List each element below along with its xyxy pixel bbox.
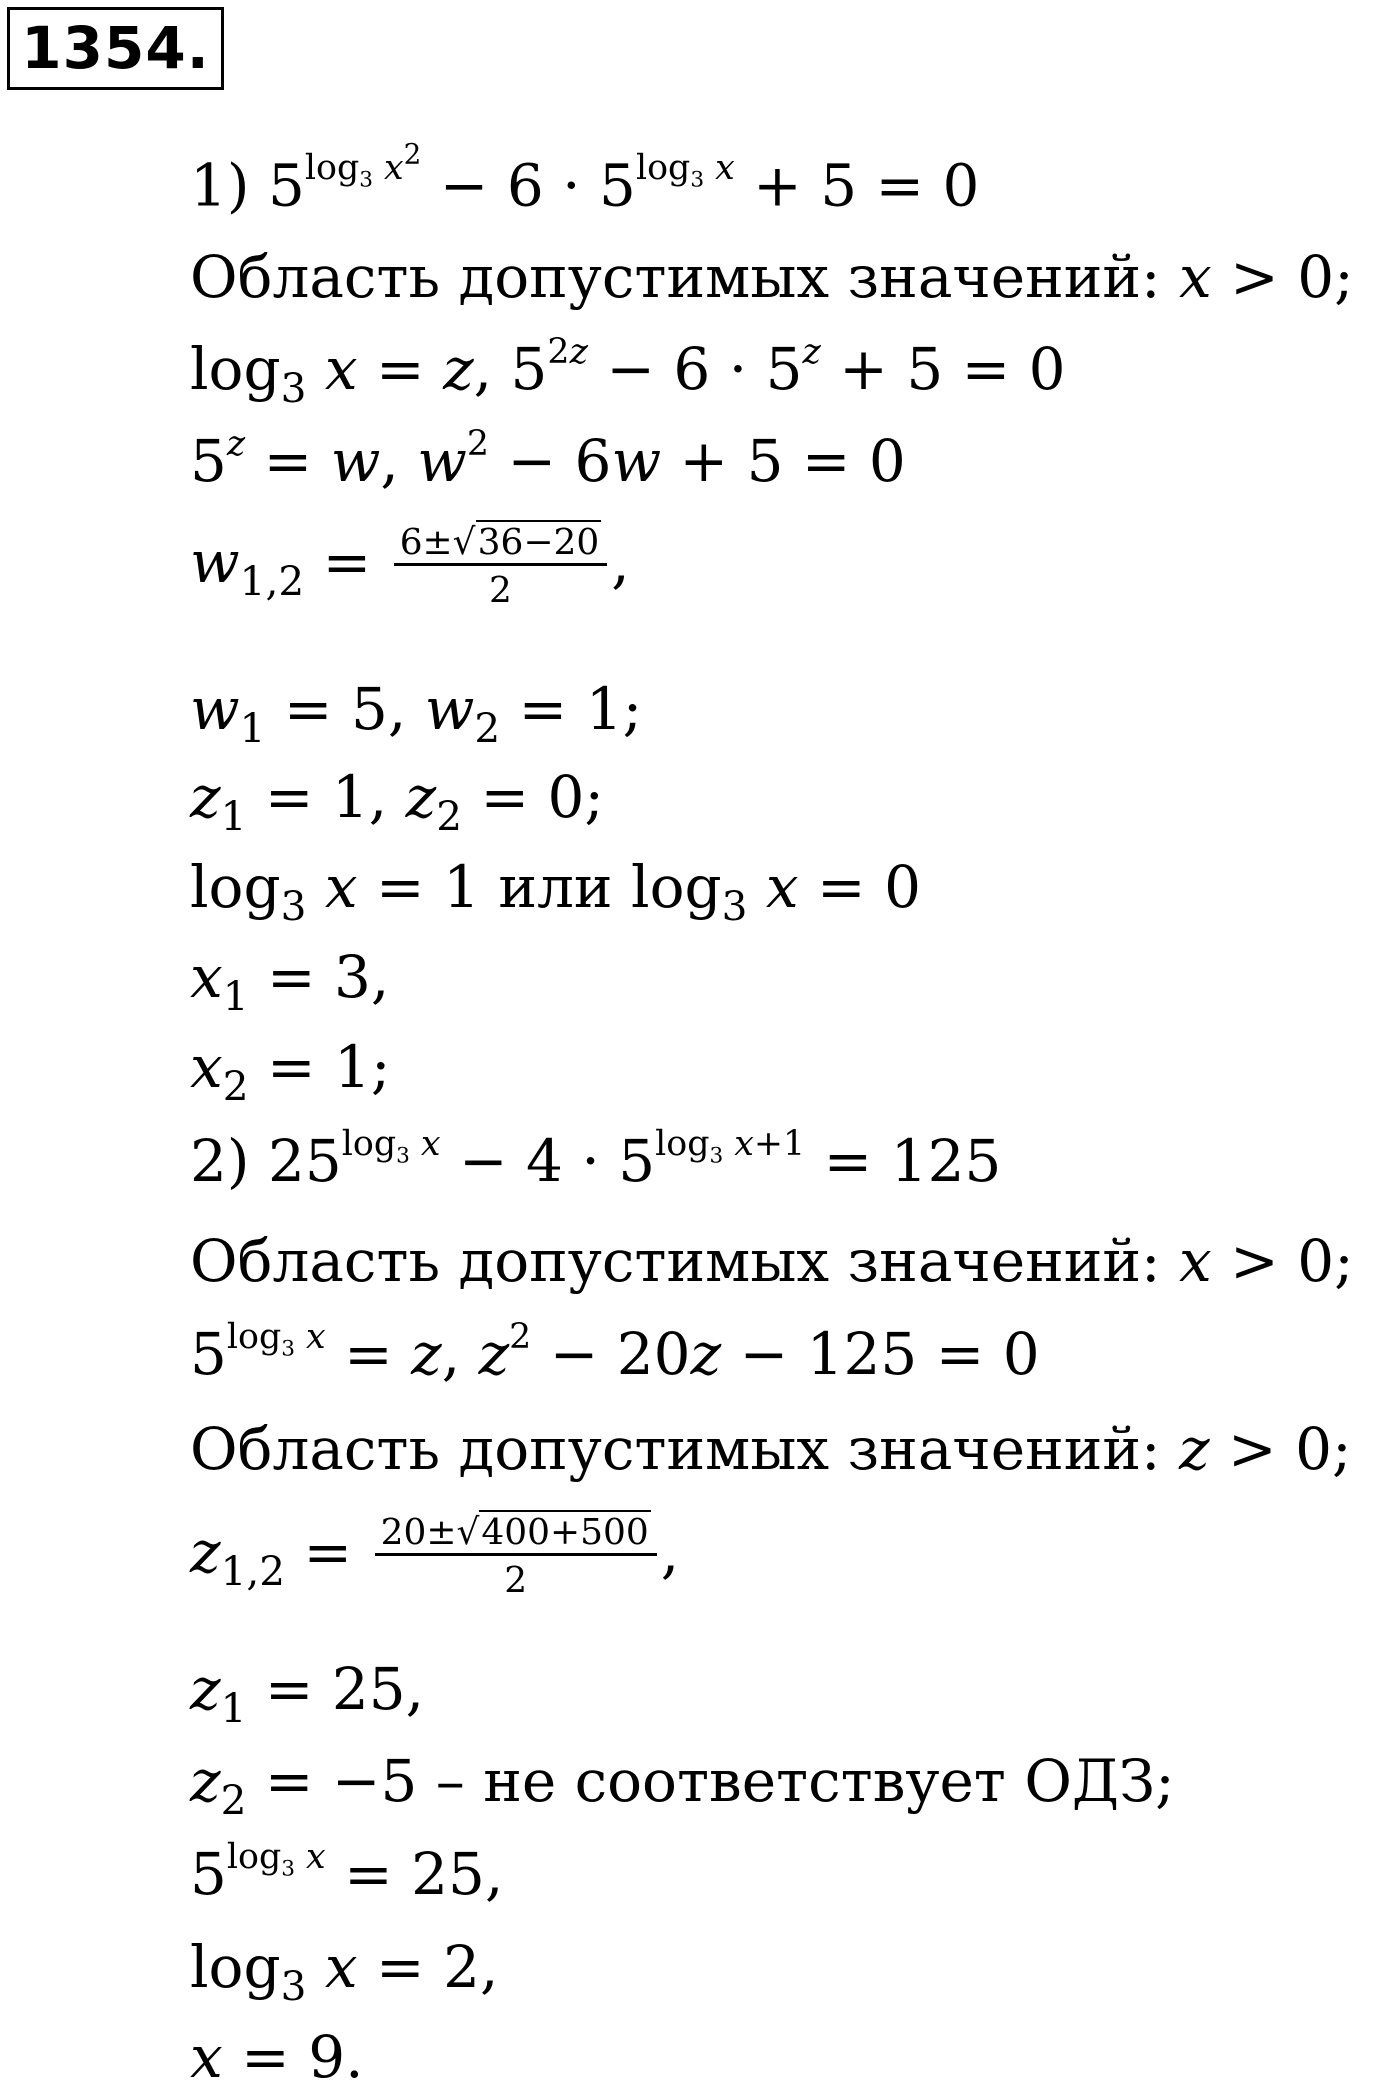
equation-2-line: 2) $25^{log_3 x} - 4 \cdot 5^{log_3 x+1} = 125$: [190, 1123, 1002, 1195]
fraction-w: $\frac{6\pm√36-20}{2}$: [394, 522, 608, 612]
substitution-w-line: $5^z = w$, $w^2 - 6w + 5 = 0$: [190, 423, 906, 495]
z1-line: $z_1 = 25$,: [190, 1655, 425, 1732]
roots-z-values-line: $z_1 = 1$, $z_2 = 0$;: [190, 763, 604, 840]
roots-w-values-line: $w_1 = 5$, $w_2 = 1$;: [190, 675, 643, 752]
domain-line-3: Область допустимых значений: z > 0;: [190, 1415, 1352, 1483]
domain-line-2: Область допустимых значений: x > 0;: [190, 1227, 1354, 1295]
problem-number: 1354.: [7, 7, 224, 90]
x1-line: $x_1 = 3$,: [190, 943, 390, 1020]
x2-line: $x_2 = 1$;: [190, 1033, 391, 1110]
substitution-z-line: $\log_3 x = z$, $5^{2z} - 6 \cdot 5^z + 5 = 0$: [190, 331, 1066, 412]
z2-line: $z_2 = -5$ – не соответствует ОДЗ;: [190, 1747, 1175, 1824]
equation-1-line: 1) $5^{log_3 x^2} - 6 \cdot 5^{log_3 x} + 5 = 0$: [190, 138, 980, 220]
fraction-z: $\frac{20\pm√400+500}{2}$: [375, 1512, 657, 1602]
domain-line-1: Область допустимых значений: x > 0;: [190, 243, 1354, 311]
log-result-line: $\log_3 x = 2$,: [190, 1933, 499, 2010]
final-answer-line: x = 9.: [190, 2023, 364, 2091]
power-eq-line: $5^{log_3 x} = 25$,: [190, 1836, 504, 1908]
roots-z2-formula-line: $z_{1,2}$ = $\frac{20\pm√400+500}{2}$ ,: [190, 1512, 680, 1602]
substitution-z2-line: $5^{log_3 x} = z$, $z^2 - 20z - 125 = 0$: [190, 1316, 1040, 1388]
log-equations-line: $\log_3 x = 1$ или $\log_3 x = 0$: [190, 853, 921, 930]
roots-w-formula-line: $w_{1,2}$ = $\frac{6\pm√36-20}{2}$ ,: [190, 522, 630, 612]
